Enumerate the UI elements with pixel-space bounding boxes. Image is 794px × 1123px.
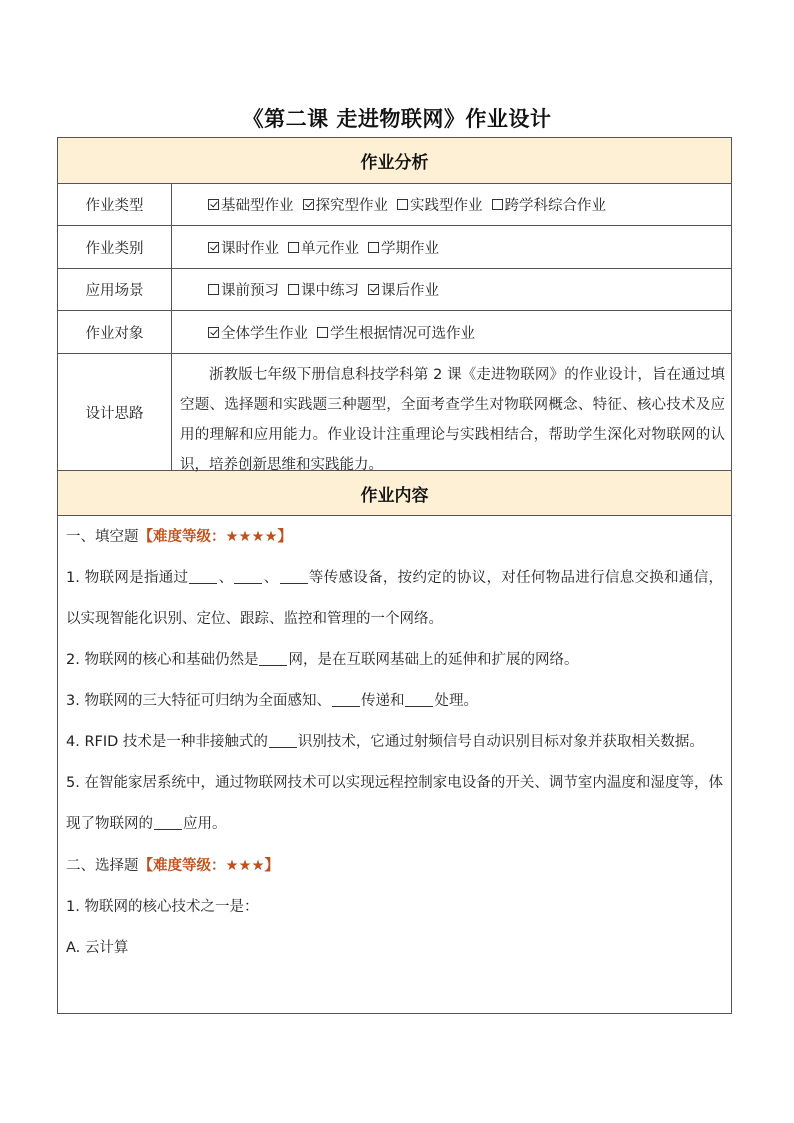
option-checkbox[interactable] [208,322,308,343]
option-label: 跨学科综合作业 [504,198,606,214]
option-checkbox[interactable] [368,237,439,258]
answer-blank[interactable] [259,651,287,666]
empty-box-icon [288,284,299,295]
fill-question [66,722,723,763]
rationale-text: 浙教版七年级下册信息科技学科第 2 课《走进物联网》的作业设计，旨在通过填空题、选择题和实践题三种题型，全面考查学生对物联网概念、特征、核心技术及应用的理解和应用能力。作业设计注重理论与实践相结合，帮助学生深化对物联网的认识，培养创新思维和实践能力。 [180,367,725,473]
fill-question [66,681,723,722]
option-label: 全体学生作业 [221,325,308,342]
option-checkbox[interactable] [208,194,294,215]
option-label: 学生根据情况可选作业 [330,325,475,342]
checked-box-icon [208,199,219,210]
answer-blank[interactable] [154,815,182,830]
fill-question [66,558,723,640]
question-text: 传递和 [360,693,405,709]
choice-section-heading [66,845,723,887]
answer-blank[interactable] [234,569,262,584]
analysis-row [58,269,731,311]
empty-box-icon [368,242,379,253]
question-text: 网，是在互联网基础上的延伸和扩展的网络。 [288,652,579,668]
question-text: 处理。 [434,693,478,709]
assignment-table [57,137,732,1014]
analysis-header: 作业分析 [58,138,731,184]
choice-question: 1. 物联网的核心技术之一是： [66,899,259,915]
option-label: 课时作业 [221,240,279,257]
answer-blank[interactable] [332,692,360,707]
analysis-row [58,311,731,354]
fill-section-heading [66,516,723,558]
checked-box-icon [208,327,219,338]
question-text: 应用。 [183,816,227,832]
option-label: 单元作业 [301,240,359,257]
analysis-row-label: 作业类别 [58,226,172,268]
answer-blank[interactable] [405,692,433,707]
fill-difficulty: 【难度等级：★★★★】 [138,529,292,545]
question-text: 3. 物联网的三大特征可归纳为全面感知、 [66,693,331,709]
analysis-row-label: 作业类型 [58,184,172,225]
answer-blank[interactable] [269,733,297,748]
content-body [58,516,731,969]
rationale-row [58,354,731,471]
question-text: 1. 物联网是指通过 [66,570,189,586]
rationale-label: 设计思路 [58,354,172,470]
content-header: 作业内容 [58,471,731,516]
analysis-row-options [172,184,731,225]
question-text: 2. 物联网的核心和基础仍然是 [66,652,259,668]
fill-question [66,763,723,845]
option-checkbox[interactable] [492,194,607,215]
analysis-row [58,226,731,269]
checked-box-icon [303,199,314,210]
question-text: 4. RFID 技术是一种非接触式的 [66,734,268,750]
analysis-row-label: 应用场景 [58,269,172,310]
empty-box-icon [288,242,299,253]
checked-box-icon [368,284,379,295]
option-label: 探究型作业 [315,198,388,214]
choice-section-title: 二、选择题 [66,858,139,874]
question-text: 、 [263,570,279,586]
option-checkbox[interactable] [208,279,279,300]
option-label: 基础型作业 [221,198,294,214]
analysis-row-options [172,226,731,268]
analysis-row-options [172,269,731,310]
empty-box-icon [492,199,503,210]
document-title: 《第二课 走进物联网》作业设计 [242,107,552,131]
question-text: 5. 在智能家居系统中，通过物联网技术可以实现远程控制家电设备的开关、调节室内温度和湿度等，体现了物联网的 [66,775,723,832]
option-checkbox[interactable] [288,237,359,258]
analysis-row-label: 作业对象 [58,311,172,353]
option-checkbox[interactable] [317,322,475,343]
empty-box-icon [317,327,328,338]
fill-section-title: 一、填空题 [66,529,139,545]
question-text: 等传感设备，按约定的协议，对任何物品进行信息交换和通信，以实现智能化识别、定位、跟踪、监控和管理的一个网络。 [66,570,724,627]
answer-blank[interactable] [189,569,217,584]
option-label: 实践型作业 [410,198,483,214]
option-checkbox[interactable] [397,194,483,215]
option-label: 课中练习 [301,283,359,299]
option-checkbox[interactable] [288,279,359,300]
fill-question [66,640,723,681]
answer-blank[interactable] [280,569,308,584]
option-label: 课前预习 [221,283,279,299]
option-checkbox[interactable] [208,237,279,258]
choice-option-a: A. 云计算 [66,940,129,956]
option-label: 学期作业 [381,240,439,257]
question-text: 识别技术，它通过射频信号自动识别目标对象并获取相关数据。 [297,734,704,750]
empty-box-icon [397,199,408,210]
option-label: 课后作业 [381,283,439,299]
choice-difficulty: 【难度等级：★★★】 [138,858,279,874]
empty-box-icon [208,284,219,295]
checked-box-icon [208,242,219,253]
analysis-row [58,184,731,226]
analysis-row-options [172,311,731,353]
option-checkbox[interactable] [303,194,389,215]
option-checkbox[interactable] [368,279,439,300]
question-text: 、 [218,570,234,586]
